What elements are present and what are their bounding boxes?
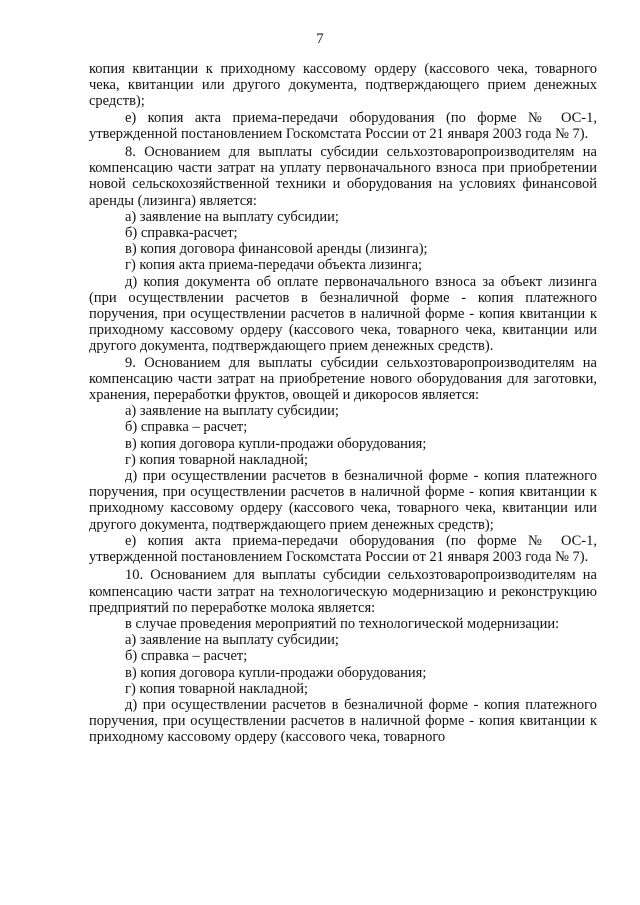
paragraph: в) копия договора купли-продажи оборудования; [125, 435, 427, 452]
paragraph: д) при осуществлении расчетов в безналичной форме - копия платежного поручения, при осуществлении расчетов в наличной форме - копия квитанции к приходному кассовому ордеру (кассового чека, товарного чека, квитанции или другого документа, подтверждающего прием денежных средств); [89, 468, 597, 533]
paragraph: 8. Основанием для выплаты субсидии сельхозтоваропроизводителям на компенсацию части затрат на уплату первоначального взноса при приобретении новой сельскохозяйственной техники и оборудования на условиях финансовой аренды (лизинга) является: [89, 144, 597, 209]
page-number: 7 [316, 31, 324, 47]
paragraph: а) заявление на выплату субсидии; [125, 632, 339, 649]
paragraph: е) копия акта приема-передачи оборудования (по форме № ОС-1, утвержденной постановлением Госкомстата России от 21 января 2003 года № 7). [89, 532, 597, 566]
paragraph: д) при осуществлении расчетов в безналичной форме - копия платежного поручения, при осуществлении расчетов в наличной форме - копия квитанции к приходному кассовому ордеру (кассового чека, товарного [89, 696, 597, 746]
paragraph: г) копия товарной накладной; [125, 451, 308, 468]
paragraph: в случае проведения мероприятий по технологической модернизации: [125, 615, 560, 632]
paragraph: б) справка-расчет; [125, 225, 238, 242]
paragraph: б) справка – расчет; [125, 419, 248, 436]
paragraph: копия квитанции к приходному кассовому ордеру (кассового чека, товарного чека, квитанции или другого документа, подтверждающего прием денежных средств); [89, 61, 597, 110]
document-body [89, 61, 597, 746]
paragraph: д) копия документа об оплате первоначального взноса за объект лизинга (при осуществлении расчетов в безналичной форме - копия платежного поручения, при осуществлении расчетов в наличной форме - копия квитанции к приходному кассовому ордеру (кассового чека, товарного чека, квитанции или другого документа, подтверждающего прием денежных средств). [89, 273, 597, 355]
paragraph: е) копия акта приема-передачи оборудования (по форме № ОС-1, утвержденной постановлением Госкомстата России от 21 января 2003 года № 7). [89, 109, 597, 142]
paragraph: 9. Основанием для выплаты субсидии сельхозтоваропроизводителям на компенсацию части затрат на приобретение нового оборудования для заготовки, хранения, переработки фруктов, овощей и дикоросов является: [89, 354, 597, 404]
paragraph: 10. Основанием для выплаты субсидии сельхозтоваропроизводителям на компенсацию части затрат на технологическую модернизацию и реконструкцию предприятий по переработке молока является: [89, 567, 597, 616]
paragraph: г) копия товарной накладной; [125, 680, 308, 697]
paragraph: в) копия договора купли-продажи оборудования; [125, 664, 427, 681]
paragraph: в) копия договора финансовой аренды (лизинга); [125, 241, 428, 258]
paragraph: г) копия акта приема-передачи объекта лизинга; [125, 257, 423, 274]
paragraph: а) заявление на выплату субсидии; [125, 403, 339, 420]
paragraph: а) заявление на выплату субсидии; [125, 208, 339, 225]
paragraph: б) справка – расчет; [125, 648, 248, 665]
